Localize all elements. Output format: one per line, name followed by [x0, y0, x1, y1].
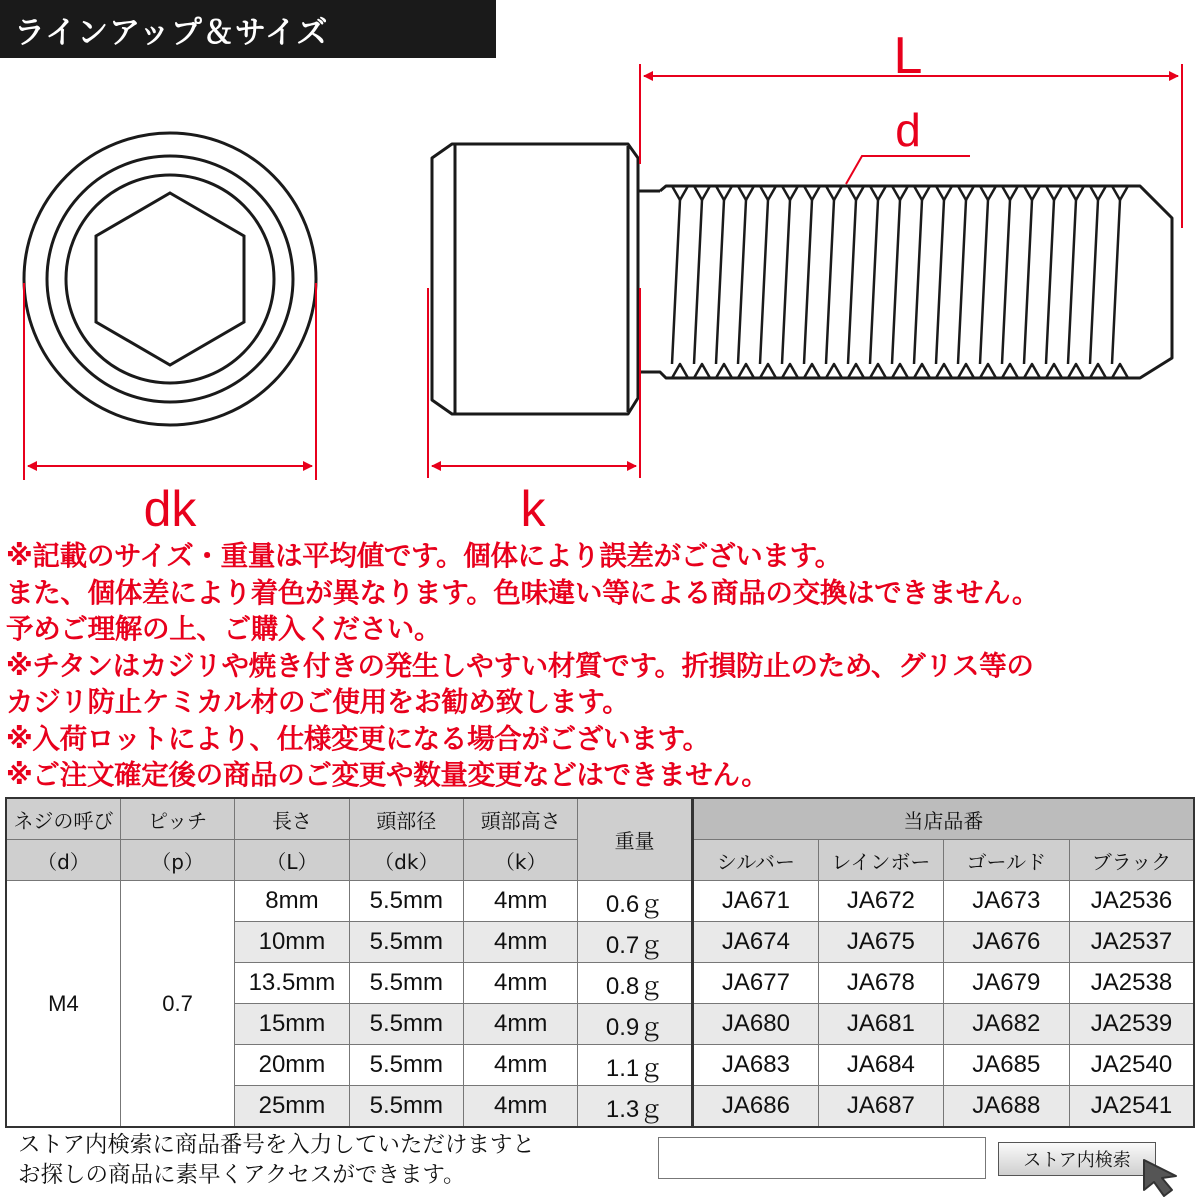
header-weight: 重量: [578, 798, 692, 881]
code-cell: JA2538: [1070, 963, 1195, 1004]
code-cell: JA676: [943, 922, 1069, 963]
weight-cell: 0.6ｇ: [578, 881, 692, 922]
weight-cell: 1.1ｇ: [578, 1045, 692, 1086]
head-height-cell: 4mm: [464, 1086, 578, 1128]
note-line: ※チタンはカジリや焼き付きの発生しやすい材質です。折損防止のため、グリス等の: [6, 649, 1034, 682]
store-search-hint: [18, 1130, 535, 1190]
code-cell: JA682: [943, 1004, 1069, 1045]
code-cell: JA688: [943, 1086, 1069, 1128]
code-cell: JA673: [943, 881, 1069, 922]
cursor-arrow-icon: [1138, 1146, 1192, 1198]
head-height-cell: 4mm: [464, 963, 578, 1004]
code-cell: JA678: [819, 963, 943, 1004]
head-height-cell: 4mm: [464, 881, 578, 922]
store-search-button[interactable]: ストア内検索: [998, 1142, 1156, 1176]
header-head-dia-sub: （dk）: [349, 840, 463, 881]
note-line: ※入荷ロットにより、仕様変更になる場合がございます。: [6, 722, 710, 755]
d-label: d: [895, 104, 921, 156]
L-label: L: [893, 26, 923, 85]
note-line: ※記載のサイズ・重量は平均値です。個体により誤差がございます。: [6, 540, 842, 572]
head-dia-cell: 5.5mm: [349, 1004, 463, 1045]
bolt-side-view: [432, 144, 1172, 414]
header-color-black: ブラック: [1070, 840, 1195, 881]
code-cell: JA2537: [1070, 922, 1195, 963]
code-cell: JA681: [819, 1004, 943, 1045]
code-cell: JA686: [692, 1086, 818, 1128]
spec-table: [5, 797, 1195, 1128]
header-color-rainbow: レインボー: [819, 840, 943, 881]
header-thread-sub: （d）: [6, 840, 120, 881]
head-dia-cell: 5.5mm: [349, 1045, 463, 1086]
note-line: カジリ防止ケミカル材のご使用をお勧め致します。: [6, 686, 630, 718]
header-thread: ネジの呼び: [6, 798, 120, 840]
thread-crests: [672, 186, 1128, 378]
head-dia-cell: 5.5mm: [349, 922, 463, 963]
head-dia-cell: 5.5mm: [349, 1086, 463, 1128]
hint-line: お探しの商品に素早くアクセスができます。: [18, 1162, 466, 1188]
note-line: ※ご注文確定後の商品のご変更や数量変更などはできません。: [6, 759, 769, 791]
length-cell: 20mm: [235, 1045, 349, 1086]
bolt-head-end-view: [24, 133, 316, 425]
note-4: [6, 757, 1196, 794]
length-cell: 13.5mm: [235, 963, 349, 1004]
code-cell: JA674: [692, 922, 818, 963]
code-cell: JA2540: [1070, 1045, 1195, 1086]
length-cell: 25mm: [235, 1086, 349, 1128]
code-cell: JA675: [819, 922, 943, 963]
table-row: [6, 881, 1194, 922]
k-label: k: [520, 481, 546, 537]
pitch-cell: 0.7: [120, 881, 234, 1128]
head-height-cell: 4mm: [464, 922, 578, 963]
length-cell: 15mm: [235, 1004, 349, 1045]
code-cell: JA680: [692, 1004, 818, 1045]
note-3: [6, 721, 1196, 758]
head-dia-cell: 5.5mm: [349, 881, 463, 922]
length-cell: 10mm: [235, 922, 349, 963]
code-cell: JA671: [692, 881, 818, 922]
hex-socket-icon: [96, 193, 244, 365]
code-cell: JA2536: [1070, 881, 1195, 922]
header-pitch: ピッチ: [120, 798, 234, 840]
note-2: [6, 648, 1196, 721]
header-color-gold: ゴールド: [943, 840, 1069, 881]
weight-cell: 0.7ｇ: [578, 922, 692, 963]
head-height-cell: 4mm: [464, 1004, 578, 1045]
code-cell: JA2539: [1070, 1004, 1195, 1045]
weight-cell: 0.8ｇ: [578, 963, 692, 1004]
header-head-height-sub: （k）: [464, 840, 578, 881]
d-dimension: [846, 104, 970, 184]
hint-line: ストア内検索に商品番号を入力していただけますと: [18, 1132, 535, 1158]
header-length: 長さ: [235, 798, 349, 840]
length-cell: 8mm: [235, 881, 349, 922]
weight-cell: 0.9ｇ: [578, 1004, 692, 1045]
code-cell: JA687: [819, 1086, 943, 1128]
header-length-sub: （L）: [235, 840, 349, 881]
header-color-silver: シルバー: [692, 840, 818, 881]
header-head-height: 頭部高さ: [464, 798, 578, 840]
note-line: また、個体差により着色が異なります。色味違い等による商品の交換はできません。: [6, 576, 1040, 609]
dk-label: dk: [143, 481, 197, 537]
code-cell: JA685: [943, 1045, 1069, 1086]
note-line: 予めご理解の上、ご購入ください。: [6, 613, 442, 645]
header-store-number: 当店品番: [692, 798, 1194, 840]
header-head-dia: 頭部径: [349, 798, 463, 840]
note-1: [6, 538, 1196, 648]
code-cell: JA677: [692, 963, 818, 1004]
page-title: ラインアップ＆サイズ: [0, 0, 496, 58]
dk-dimension: [24, 283, 316, 537]
weight-cell: 1.3ｇ: [578, 1086, 692, 1128]
code-cell: JA683: [692, 1045, 818, 1086]
code-cell: JA672: [819, 881, 943, 922]
header-pitch-sub: （p）: [120, 840, 234, 881]
thread-cell: M4: [6, 881, 120, 1128]
code-cell: JA684: [819, 1045, 943, 1086]
head-dia-cell: 5.5mm: [349, 963, 463, 1004]
code-cell: JA679: [943, 963, 1069, 1004]
code-cell: JA2541: [1070, 1086, 1195, 1128]
store-search-input[interactable]: [658, 1137, 986, 1179]
notes-section: [6, 538, 1196, 794]
head-height-cell: 4mm: [464, 1045, 578, 1086]
